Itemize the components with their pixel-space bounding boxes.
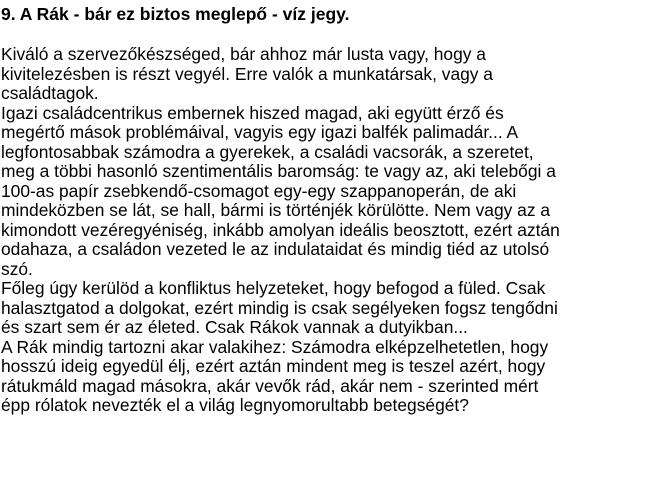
- text-line: megértő mások problémáival, vagyis egy igazi balfék palimadár... A: [1, 122, 519, 142]
- text-line: halasztgatod a dolgokat, ezért mindig is csak segélyeken fogsz tengődni: [1, 297, 558, 318]
- article-body: [1, 45, 646, 416]
- text-line: Kiváló a szervezőkészséged, bár ahhoz már lusta vagy, hogy a: [1, 44, 486, 64]
- text-line: meg a többi hasonló szentimentális baromság: te vagy az, aki telebőgi a: [1, 161, 556, 181]
- text-line: Főleg úgy kerülöd a konfliktus helyzeteket, hogy befogod a füled. Csak: [1, 278, 546, 298]
- text-line: A Rák mindig tartozni akar valakihez: Számodra elképzelhetetlen, hogy: [1, 336, 549, 357]
- text-line: Igazi családcentrikus embernek hiszed magad, aki együtt érző és: [1, 102, 504, 123]
- text-line: hosszú ideig egyedül élj, ezért aztán mindent meg is teszel azért, hogy: [1, 356, 546, 376]
- text-line: 100-as papír zsebkendő-csomagot egy-egy szappanoperán, de aki: [1, 180, 517, 201]
- text-line: odahaza, a családon vezeted le az indulataidat és mindig tiéd az utolsó: [1, 239, 550, 259]
- text-line: és szart sem ér az életed. Csak Rákok vannak a dutyikban...: [1, 317, 468, 337]
- text-line: legfontosabbak számodra a gyerekek, a családi vacsorák, a szeretet,: [1, 141, 534, 162]
- text-line: szó.: [1, 258, 33, 279]
- article-title: 9. A Rák - bár ez biztos meglepő - víz jegy.: [1, 4, 350, 24]
- text-line: kimondott vezéregyéniség, inkább amolyan ideális beosztott, ezért aztán: [1, 219, 560, 240]
- text-line: rátukmáld magad másokra, akár vevők rád, akár nem - szerinted mért: [1, 375, 539, 396]
- text-line: mindeközben se lát, se hall, bármi is történjék körülötte. Nem vagy az a: [1, 200, 551, 220]
- text-line: kivitelezésben is részt vegyél. Erre valók a munkatársak, vagy a: [1, 63, 493, 84]
- text-line: családtagok.: [1, 83, 99, 103]
- text-line: épp rólatok nevezték el a világ legnyomorultabb betegségét?: [1, 395, 469, 415]
